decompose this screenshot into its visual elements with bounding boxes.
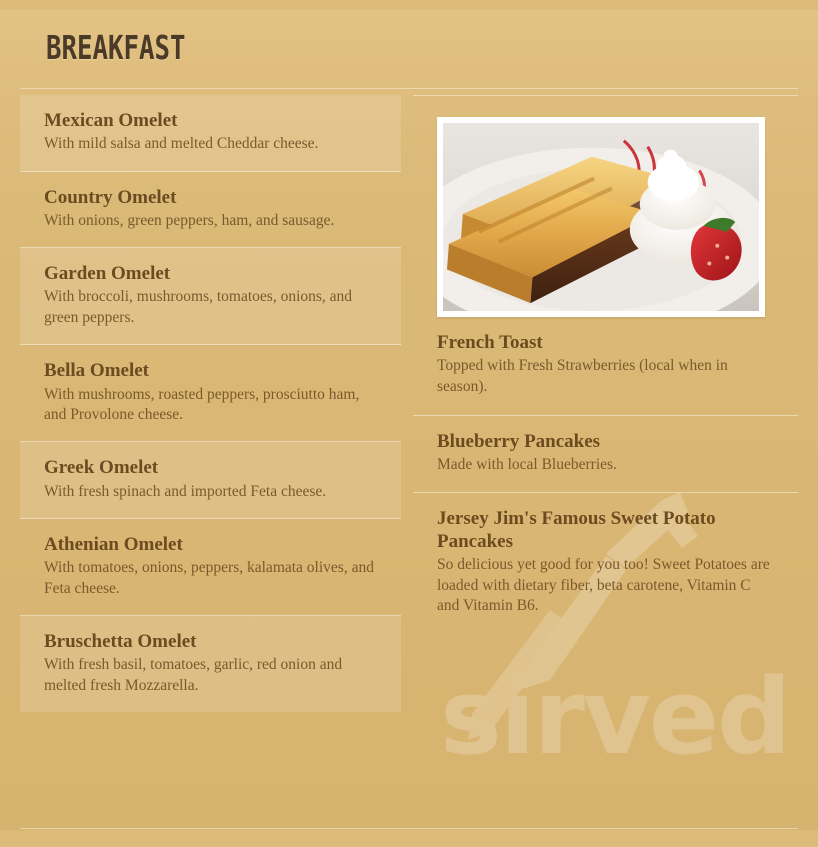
photo-image [443, 123, 759, 311]
menu-item-description: With fresh spinach and imported Feta cheese. [44, 482, 327, 500]
menu-item-name: Jersey Jim's Famous Sweet Potato Pancakes [437, 507, 716, 552]
menu-item-name: Garden Omelet [44, 263, 171, 285]
menu-item[interactable] [20, 172, 401, 249]
menu-item[interactable] [20, 248, 401, 345]
page-title: BREAKFAST [46, 28, 186, 67]
menu-item-description: With tomatoes, onions, peppers, kalamata olives, and Feta cheese. [44, 559, 374, 597]
menu-item-name: Country Omelet [44, 186, 177, 208]
menu-item[interactable] [20, 616, 401, 712]
menu-item-featured[interactable] [413, 95, 798, 416]
menu-item-description: With broccoli, mushrooms, tomatoes, onions, and green peppers. [44, 288, 353, 326]
menu-item-description: So delicious yet good for you too! Sweet Potatoes are loaded with dietary fiber, beta carotene, Vitamin C and Vitamin B6. [437, 556, 770, 614]
menu-item-name: Bella Omelet [44, 360, 149, 382]
menu-item[interactable] [20, 345, 401, 442]
menu-item-name: Greek Omelet [44, 457, 159, 479]
right-menu-column [413, 95, 798, 632]
menu-item-name: Mexican Omelet [44, 110, 178, 131]
menu-item[interactable] [20, 95, 401, 172]
menu-item[interactable] [20, 442, 401, 519]
menu-item-description: With mushrooms, roasted peppers, prosciutto ham, and Provolone cheese. [44, 385, 360, 423]
menu-item-name: Blueberry Pancakes [437, 431, 601, 453]
menu-item-description: With mild salsa and melted Cheddar cheese. [44, 135, 319, 153]
header-divider [20, 88, 798, 89]
menu-item-name: Bruschetta Omelet [44, 631, 197, 653]
menu-item-name: French Toast [437, 332, 543, 353]
page-header [46, 28, 225, 67]
watermark-label: sirved [440, 656, 790, 778]
menu-item[interactable] [413, 493, 798, 633]
french-toast-photo [437, 117, 765, 317]
menu-item[interactable] [413, 416, 798, 493]
menu-item-name: Athenian Omelet [44, 534, 183, 556]
menu-item[interactable] [20, 519, 401, 616]
menu-item-description: Made with local Blueberries. [437, 456, 617, 474]
left-menu-column [20, 95, 401, 712]
footer-divider [20, 828, 798, 829]
menu-item-description: Topped with Fresh Strawberries (local when in season). [437, 357, 728, 395]
menu-item-description: With onions, green peppers, ham, and sausage. [44, 211, 335, 229]
menu-item-description: With fresh basil, tomatoes, garlic, red onion and melted fresh Mozzarella. [44, 656, 343, 694]
